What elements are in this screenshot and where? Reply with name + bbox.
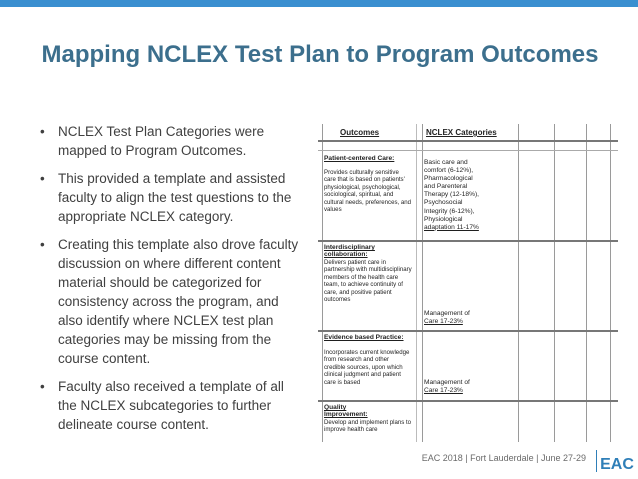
row-outcome-title: Quality Improvement: bbox=[324, 404, 368, 419]
category-line: Integrity (6-12%), bbox=[424, 207, 475, 215]
category-line: Care 17-23% bbox=[424, 318, 463, 326]
top-accent-bar bbox=[0, 0, 638, 7]
table-gridline bbox=[322, 124, 323, 442]
bullet-text: Faculty also received a template of all the NCLEX subcategories to further delineate course content. bbox=[58, 379, 284, 432]
bullet-list bbox=[40, 122, 302, 443]
slide-title: Mapping NCLEX Test Plan to Program Outcomes bbox=[41, 41, 599, 68]
row-outcome-text: Delivers patient care in partnership with multidisciplinary members of the health care team, to achieve continuity of care, and positive patient outcomes bbox=[324, 259, 412, 304]
category-line: Management of bbox=[424, 310, 470, 317]
header-nclex-categories: NCLEX Categories bbox=[426, 128, 497, 137]
category-line: Physiological bbox=[424, 215, 463, 223]
eac-logo bbox=[600, 449, 634, 475]
row-category bbox=[424, 379, 514, 395]
outcomes-table-image bbox=[318, 124, 618, 442]
category-line: Management of bbox=[424, 379, 470, 386]
row-category bbox=[424, 310, 514, 326]
table-gridline bbox=[518, 124, 519, 442]
table-gridline bbox=[416, 124, 417, 442]
table-rule bbox=[318, 330, 618, 332]
category-line: Care 17-23% bbox=[424, 387, 463, 395]
category-line: adaptation 11-17% bbox=[424, 223, 479, 231]
table-gridline bbox=[610, 124, 611, 442]
bullet-item bbox=[40, 235, 302, 368]
category-line: and Parenteral bbox=[424, 183, 468, 191]
table-rule bbox=[318, 400, 618, 402]
row-outcome-text: Incorporates current knowledge from research and other credible sources, upon which clinical judgment and patient care is based bbox=[324, 349, 410, 386]
bullet-icon: • bbox=[40, 237, 45, 252]
category-line: Therapy (12-18%), bbox=[424, 191, 479, 199]
logo-text: EAC bbox=[600, 456, 634, 473]
row-outcome-title: Interdisciplinary collaboration: bbox=[324, 244, 375, 259]
row-outcome-title: Patient-centered Care: bbox=[324, 155, 395, 162]
table-rule bbox=[318, 240, 618, 242]
bullet-text: Creating this template also drove faculty discussion on where different content material should be categorized for consistency across the program, and also identify where NCLEX test plan categories may be missing from the course content. bbox=[58, 237, 299, 366]
category-line: Psychosocial bbox=[424, 199, 463, 207]
row-outcome-title: Evidence based Practice: bbox=[324, 334, 404, 341]
bullet-text: This provided a template and assisted faculty to align the test questions to the appropriate NCLEX category. bbox=[58, 171, 292, 224]
bullet-text: NCLEX Test Plan Categories were mapped to Program Outcomes. bbox=[58, 124, 265, 158]
bullet-icon: • bbox=[40, 124, 45, 139]
row-outcome-text: Provides culturally sensitive care that is based on patients' physiological, psychological, sociological, spiritual, and cultural needs, preferences, and values bbox=[324, 169, 412, 214]
footer-divider bbox=[596, 450, 597, 472]
table-gridline bbox=[422, 124, 423, 442]
bullet-icon: • bbox=[40, 171, 45, 186]
bullet-item bbox=[40, 122, 302, 160]
header-outcomes: Outcomes bbox=[340, 128, 380, 137]
category-line: comfort (6-12%), bbox=[424, 167, 474, 175]
table-gridline bbox=[554, 124, 555, 442]
table-gridline bbox=[586, 124, 587, 442]
table-rule bbox=[318, 150, 618, 151]
footer-text: EAC 2018 | Fort Lauderdale | June 27-29 bbox=[421, 453, 586, 463]
category-line: Pharmacological bbox=[424, 175, 473, 183]
row-category bbox=[424, 159, 514, 232]
bullet-icon: • bbox=[40, 379, 45, 394]
row-outcome-text: Develop and implement plans to improve health care bbox=[324, 419, 412, 434]
bullet-item bbox=[40, 169, 302, 226]
category-line: Basic care and bbox=[424, 159, 468, 166]
table-rule bbox=[318, 140, 618, 142]
bullet-item bbox=[40, 377, 302, 434]
